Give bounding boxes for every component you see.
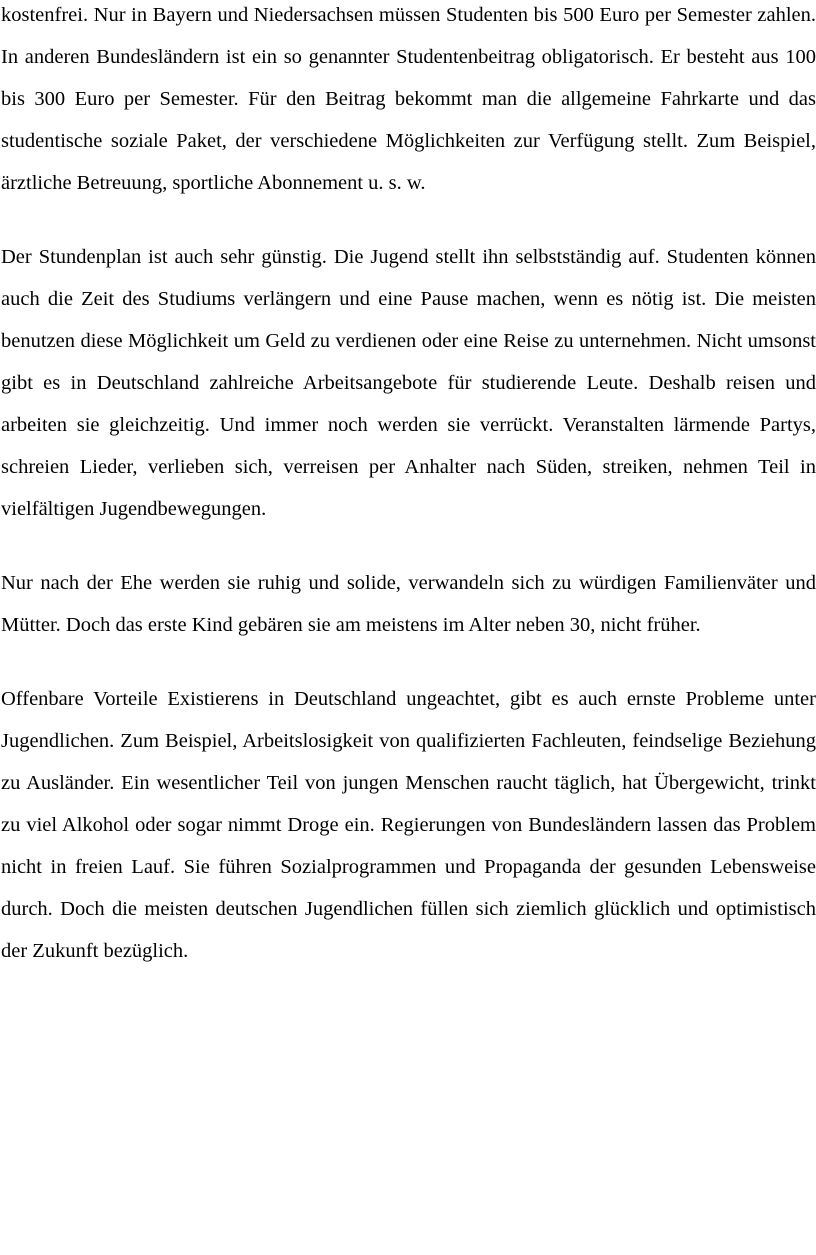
paragraph-marriage: Nur nach der Ehe werden sie ruhig und solide, verwandeln sich zu würdigen Familienväter und Mütter. Doch das erste Kind gebären sie am meistens im Alter neben 30, nicht früher. (1, 572, 816, 636)
paragraph-schedule: Der Stundenplan ist auch sehr günstig. Die Jugend stellt ihn selbstständig auf. Studenten können auch die Zeit des Studiums verlängern und eine Pause machen, wenn es nötig ist. Die meisten benutzen diese Möglichkeit um Geld zu verdienen oder eine Reise zu unternehmen. Nicht umsonst gibt es in Deutschland zahlreiche Arbeitsangebote für studierende Leute. Deshalb reisen und arbeiten sie gleichzeitig. Und immer noch werden sie verrückt. Veranstalten lärmende Partys, schreien Lieder, verlieben sich, verreisen per Anhalter nach Süden, streiken, nehmen Teil in vielfältigen Jugendbewegungen. (1, 246, 816, 520)
paragraph-gap (0, 530, 816, 562)
paragraph-tuition: kostenfrei. Nur in Bayern und Niedersachsen müssen Studenten bis 500 Euro per Semester zahlen. In anderen Bundesländern ist ein so genannter Studentenbeitrag obligatorisch. Er besteht aus 100 bis 300 Euro per Semester. Für den Beitrag bekommt man die allgemeine Fahrkarte und das studentische soziale Paket, der verschiedene Möglichkeiten zur Verfügung stellt. Zum Beispiel, ärztliche Betreuung, sportliche Abonnement u. s. w. (1, 4, 816, 194)
paragraph-gap (0, 204, 816, 236)
paragraph-gap (0, 646, 816, 678)
paragraph-problems: Offenbare Vorteile Existierens in Deutschland ungeachtet, gibt es auch ernste Probleme unter Jugendlichen. Zum Beispiel, Arbeitslosigkeit von qualifizierten Fachleuten, feindselige Beziehung zu Ausländer. Ein wesentlicher Teil von jungen Menschen raucht täglich, hat Übergewicht, trinkt zu viel Alkohol oder sogar nimmt Droge ein. Regierungen von Bundesländern lassen das Problem nicht in freien Lauf. Sie führen Sozialprogrammen und Propaganda der gesunden Lebensweise durch. Doch die meisten deutschen Jugendlichen füllen sich ziemlich glücklich und optimistisch der Zukunft bezüglich. (1, 688, 816, 962)
